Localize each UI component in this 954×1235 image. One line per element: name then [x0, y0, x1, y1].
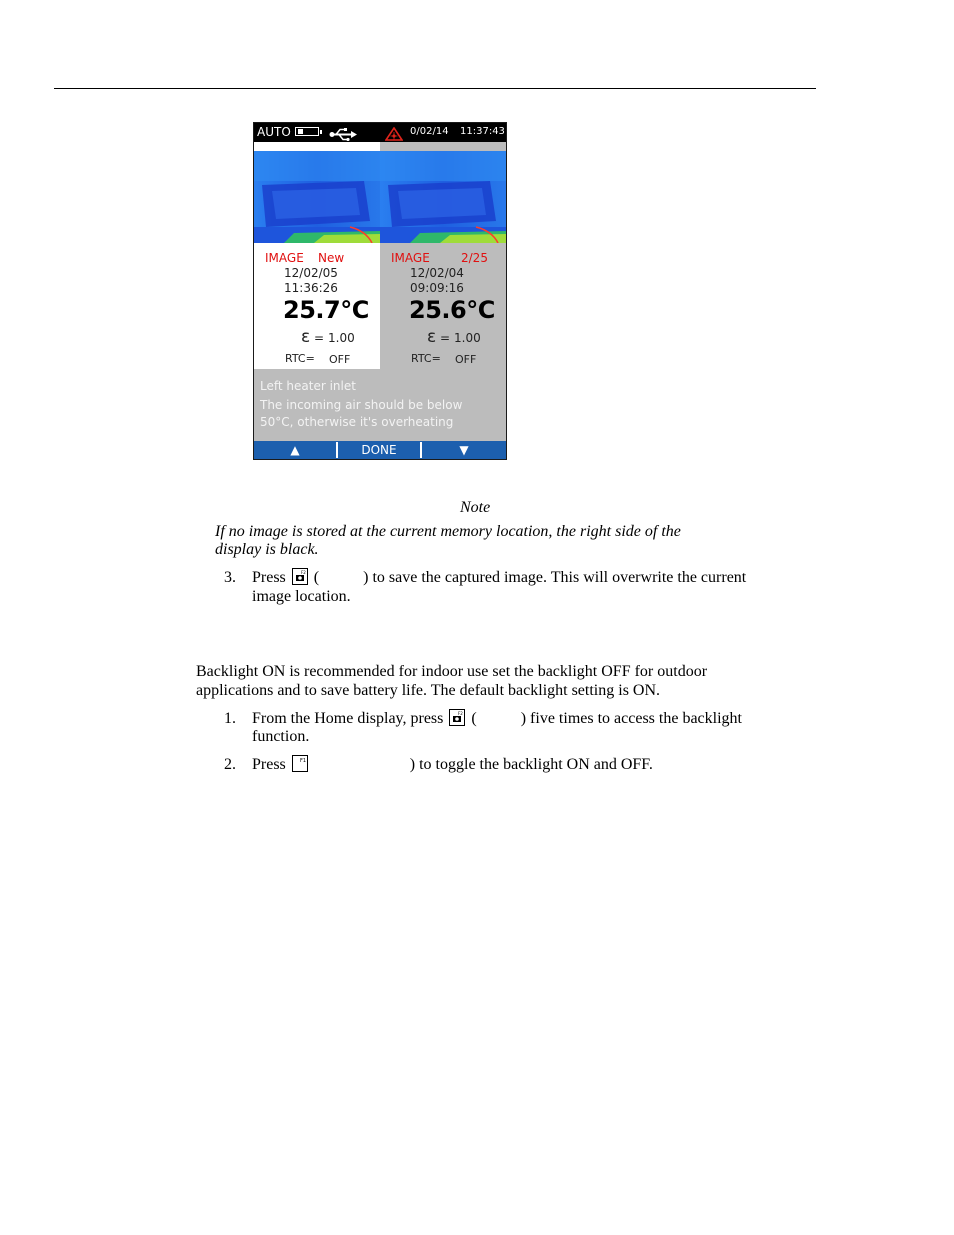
- header-rule: [54, 88, 816, 89]
- image-label: IMAGE: [265, 251, 304, 265]
- step-3-text-line: image location.: [252, 588, 351, 605]
- svg-text:F2: F2: [458, 711, 464, 716]
- rtc-label: RTC=: [285, 352, 315, 365]
- emissivity-symbol: ε: [427, 327, 437, 347]
- status-bar: [254, 123, 506, 142]
- note-text-line: display is black.: [215, 541, 319, 558]
- image-date: 12/02/05: [284, 266, 338, 280]
- image-date: 12/02/04: [410, 266, 464, 280]
- step-number: 1.: [224, 710, 236, 727]
- image-status: New: [318, 251, 345, 265]
- done-softkey[interactable]: DONE: [361, 443, 397, 457]
- paragraph-line: Backlight ON is recommended for indoor use set the backlight OFF for outdoor: [196, 663, 708, 680]
- softkey-bar: [254, 441, 506, 459]
- image-notes: [254, 369, 506, 441]
- battery-icon: [295, 127, 319, 136]
- f1-key-icon: [292, 755, 308, 772]
- thermal-image-current: [254, 151, 380, 243]
- svg-text:F2: F2: [300, 570, 306, 575]
- note-text-line: If no image is stored at the current memory location, the right side of the: [215, 523, 681, 540]
- step-number: 3.: [224, 569, 236, 586]
- note-line: 50°C, otherwise it's overheating: [260, 415, 454, 429]
- mode-indicator: AUTO: [257, 125, 291, 139]
- thermal-image-stored: [380, 151, 506, 243]
- temperature-reading: 25.6°C: [409, 296, 495, 324]
- camera-key-icon: [449, 709, 465, 726]
- rtc-value: OFF: [455, 353, 477, 366]
- step-1-text: From the Home display, press F2 ( ) five times to access the backlight: [252, 710, 742, 727]
- emissivity-value: 1.00: [454, 331, 481, 345]
- scroll-down-softkey[interactable]: ▼: [459, 443, 469, 457]
- status-date: 0/02/14: [410, 126, 449, 137]
- stored-image-pane: [380, 142, 506, 369]
- note-line: Left heater inlet: [260, 379, 356, 393]
- thermometer-display: [253, 122, 507, 460]
- emissivity-equals: =: [314, 331, 325, 345]
- scroll-up-softkey[interactable]: ▲: [290, 443, 300, 457]
- image-time: 09:09:16: [410, 281, 464, 295]
- step-number: 2.: [224, 756, 236, 773]
- step-1-text-line: function.: [252, 728, 310, 745]
- image-time: 11:36:26: [284, 281, 338, 295]
- paragraph-line: applications and to save battery life. The default backlight setting is ON.: [196, 682, 661, 699]
- emissivity-value: 1.00: [328, 331, 355, 345]
- rtc-value: OFF: [329, 353, 351, 366]
- temperature-reading: 25.7°C: [283, 296, 369, 324]
- note-line: The incoming air should be below: [260, 398, 463, 412]
- note-heading: Note: [460, 499, 491, 516]
- step-3-text: Press F2 ( ) to save the captured image. This will overwrite the current: [252, 569, 747, 586]
- emissivity-equals: =: [440, 331, 451, 345]
- camera-key-icon: [292, 568, 308, 585]
- step-2-text: Press F1 ) to toggle the backlight ON and OFF.: [252, 756, 653, 773]
- rtc-label: RTC=: [411, 352, 441, 365]
- emissivity-symbol: ε: [301, 327, 311, 347]
- svg-text:F1: F1: [299, 758, 306, 764]
- image-index: 2/25: [461, 251, 488, 265]
- status-time: 11:37:43: [460, 126, 505, 137]
- current-image-pane: [254, 142, 380, 369]
- image-label: IMAGE: [391, 251, 430, 265]
